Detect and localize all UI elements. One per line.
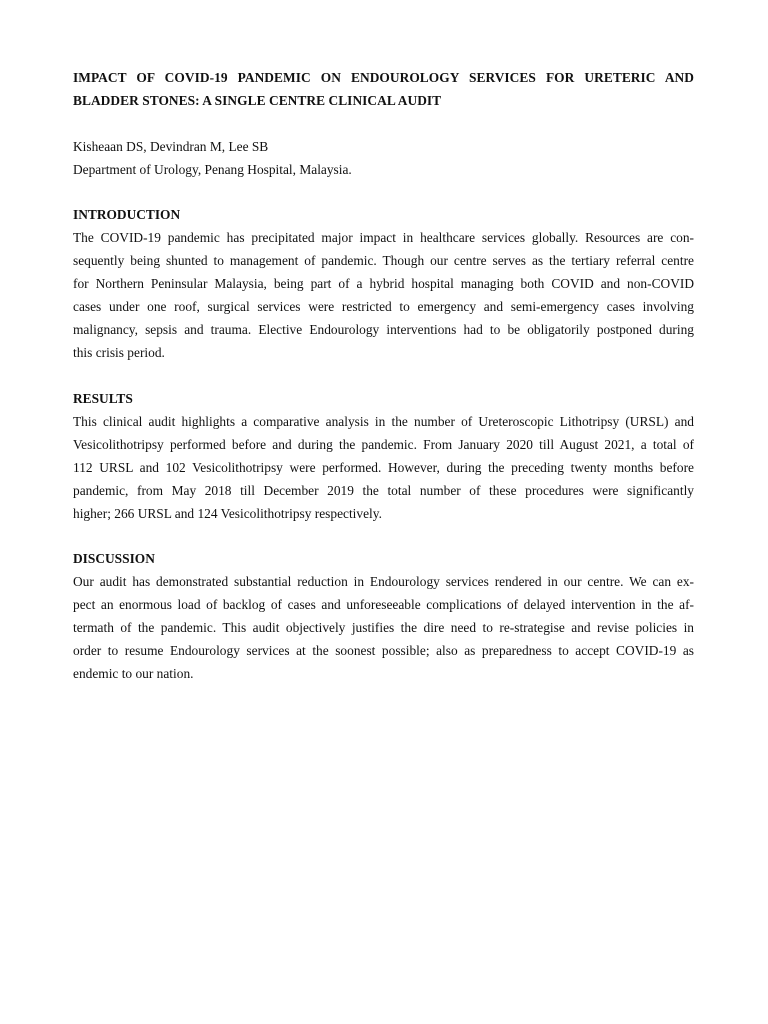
text-line: for Northern Peninsular Malaysia, being part of a hybrid hospital managing both COVID and non-COVID — [73, 276, 694, 292]
title-line: IMPACT OF COVID-19 PANDEMIC ON ENDOUROLOGY SERVICES FOR URETERIC AND — [73, 70, 694, 85]
text-line: endemic to our nation. — [73, 666, 194, 682]
text-line: termath of the pandemic. This audit objectively justifies the dire need to re-strategise and revise policies in — [73, 620, 694, 636]
author-block — [73, 135, 694, 181]
section-introduction — [73, 203, 694, 365]
text-line: Our audit has demonstrated substantial reduction in Endourology services rendered in our centre. We can ex- — [73, 574, 694, 590]
section-body — [73, 570, 694, 685]
section-body — [73, 410, 694, 525]
section-heading: INTRODUCTION — [73, 207, 181, 222]
text-line: malignancy, sepsis and trauma. Elective Endourology interventions had to be obligatorily postponed during — [73, 322, 694, 338]
section-discussion — [73, 547, 694, 685]
section-heading: RESULTS — [73, 390, 133, 406]
text-line: The COVID-19 pandemic has precipitated major impact in healthcare services globally. Resources are con- — [73, 230, 694, 245]
text-line: pect an enormous load of backlog of cases and unforeseeable complications of delayed intervention in the af- — [73, 597, 694, 613]
author-names: Kisheaan DS, Devindran M, Lee SB — [73, 139, 269, 154]
text-line: cases under one roof, surgical services were restricted to emergency and semi-emergency cases involving — [73, 299, 694, 315]
paper-title — [73, 66, 694, 112]
section-heading: DISCUSSION — [73, 551, 155, 567]
text-line: order to resume Endourology services at the soonest possible; also as preparedness to accept COVID-19 as — [73, 643, 694, 659]
text-line: higher; 266 URSL and 124 Vesicolithotripsy respectively. — [73, 505, 382, 521]
section-body — [73, 226, 694, 365]
text-line: pandemic, from May 2018 till December 2019 the total number of these procedures were significantly — [73, 482, 694, 498]
text-line: this crisis period. — [73, 345, 165, 361]
text-line: sequently being shunted to management of pandemic. Though our centre serves as the tertiary referral centre — [73, 253, 694, 269]
text-line: Vesicolithotripsy performed before and during the pandemic. From January 2020 till August 2021, a total of — [73, 436, 694, 452]
text-line: 112 URSL and 102 Vesicolithotripsy were performed. However, during the preceding twenty months before — [73, 459, 694, 475]
document-page — [73, 66, 694, 686]
author-affiliation: Department of Urology, Penang Hospital, Malaysia. — [73, 162, 352, 177]
text-line: This clinical audit highlights a comparative analysis in the number of Ureteroscopic Lithotripsy (URSL) and — [73, 413, 694, 429]
section-results — [73, 387, 694, 525]
title-line: BLADDER STONES: A SINGLE CENTRE CLINICAL AUDIT — [73, 93, 442, 108]
